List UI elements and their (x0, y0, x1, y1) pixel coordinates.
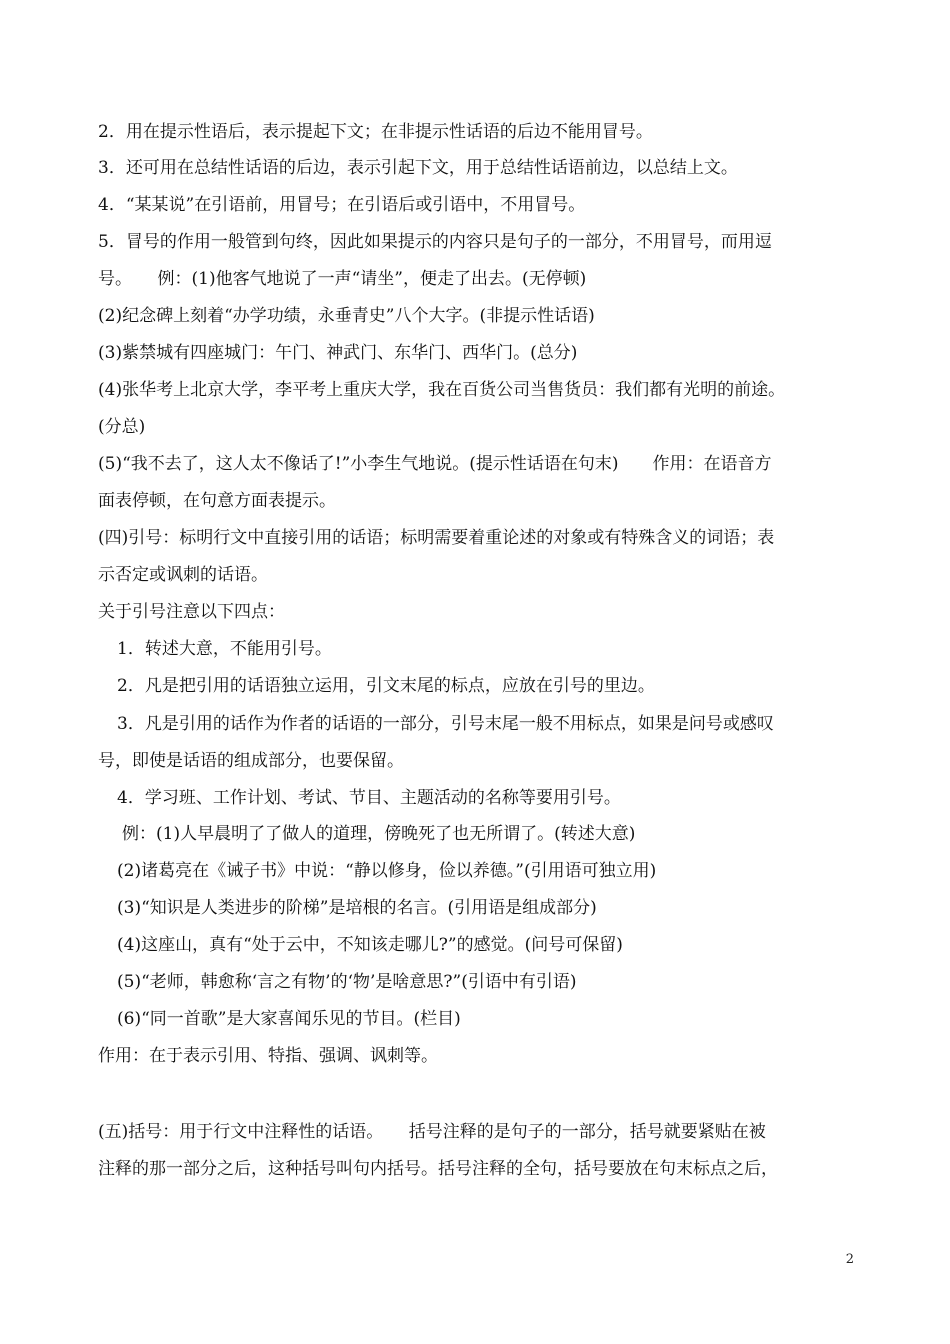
text-line: 2．用在提示性语后，表示提起下文；在非提示性话语的后边不能用冒号。 (98, 122, 653, 142)
text-line: (分总) (98, 417, 146, 437)
text-line: 2．凡是把引用的话语独立运用，引文末尾的标点，应放在引号的里边。 (117, 676, 655, 696)
text-line: (4)这座山，真有“处于云中，不知该走哪儿?”的感觉。(问号可保留) (117, 935, 623, 955)
text-line: (3)紫禁城有四座城门：午门、神武门、东华门、西华门。(总分) (98, 343, 578, 363)
text-line: 4．“某某说”在引语前，用冒号；在引语后或引语中，不用冒号。 (98, 195, 586, 215)
page-number: 2 (845, 1252, 854, 1267)
text-line: (五)括号：用于行文中注释性的话语。 括号注释的是句子的一部分，括号就要紧贴在被 (98, 1122, 766, 1142)
text-line: 5．冒号的作用一般管到句终，因此如果提示的内容只是句子的一部分，不用冒号，而用逗 (98, 232, 772, 252)
text-line: 3．还可用在总结性话语的后边，表示引起下文，用于总结性话语前边，以总结上文。 (98, 158, 738, 178)
text-line: 1．转述大意，不能用引号。 (117, 639, 332, 659)
text-line: 注释的那一部分之后，这种括号叫句内括号。括号注释的全句，括号要放在句末标点之后， (98, 1159, 778, 1179)
text-line: (6)“同一首歌”是大家喜闻乐见的节目。(栏目) (117, 1009, 461, 1029)
text-line: (2)诸葛亮在《诫子书》中说：“静以修身，俭以养德。”(引用语可独立用) (117, 861, 657, 881)
text-line: 4．学习班、工作计划、考试、节目、主题活动的名称等要用引号。 (117, 788, 621, 808)
text-line: 面表停顿，在句意方面表提示。 (98, 491, 336, 511)
text-line: 号。 例：(1)他客气地说了一声“请坐”，便走了出去。(无停顿) (98, 269, 587, 289)
text-line: 例：(1)人早晨明了了做人的道理，傍晚死了也无所谓了。(转述大意) (122, 824, 636, 844)
text-line: 示否定或讽刺的话语。 (98, 565, 268, 585)
text-line: 3．凡是引用的话作为作者的话语的一部分，引号末尾一般不用标点，如果是问号或感叹 (117, 714, 774, 734)
text-line: (四)引号：标明行文中直接引用的话语；标明需要着重论述的对象或有特殊含义的词语；表 (98, 528, 775, 548)
text-line: (2)纪念碑上刻着“办学功绩，永垂青史”八个大字。(非提示性话语) (98, 306, 595, 326)
text-line: (5)“老师，韩愈称‘言之有物’的‘物’是啥意思?”(引语中有引语) (117, 972, 577, 992)
text-line: (3)“知识是人类进步的阶梯”是培根的名言。(引用语是组成部分) (117, 898, 597, 918)
text-line: 作用：在于表示引用、特指、强调、讽刺等。 (98, 1046, 438, 1066)
text-line: 关于引号注意以下四点： (98, 602, 285, 622)
text-line: (4)张华考上北京大学，李平考上重庆大学，我在百货公司当售货员：我们都有光明的前途。 (98, 380, 786, 400)
text-line: (5)“我不去了，这人太不像话了!”小李生气地说。(提示性话语在句末) 作用：在语音方 (98, 454, 772, 474)
text-line: 号，即使是话语的组成部分，也要保留。 (98, 751, 404, 771)
